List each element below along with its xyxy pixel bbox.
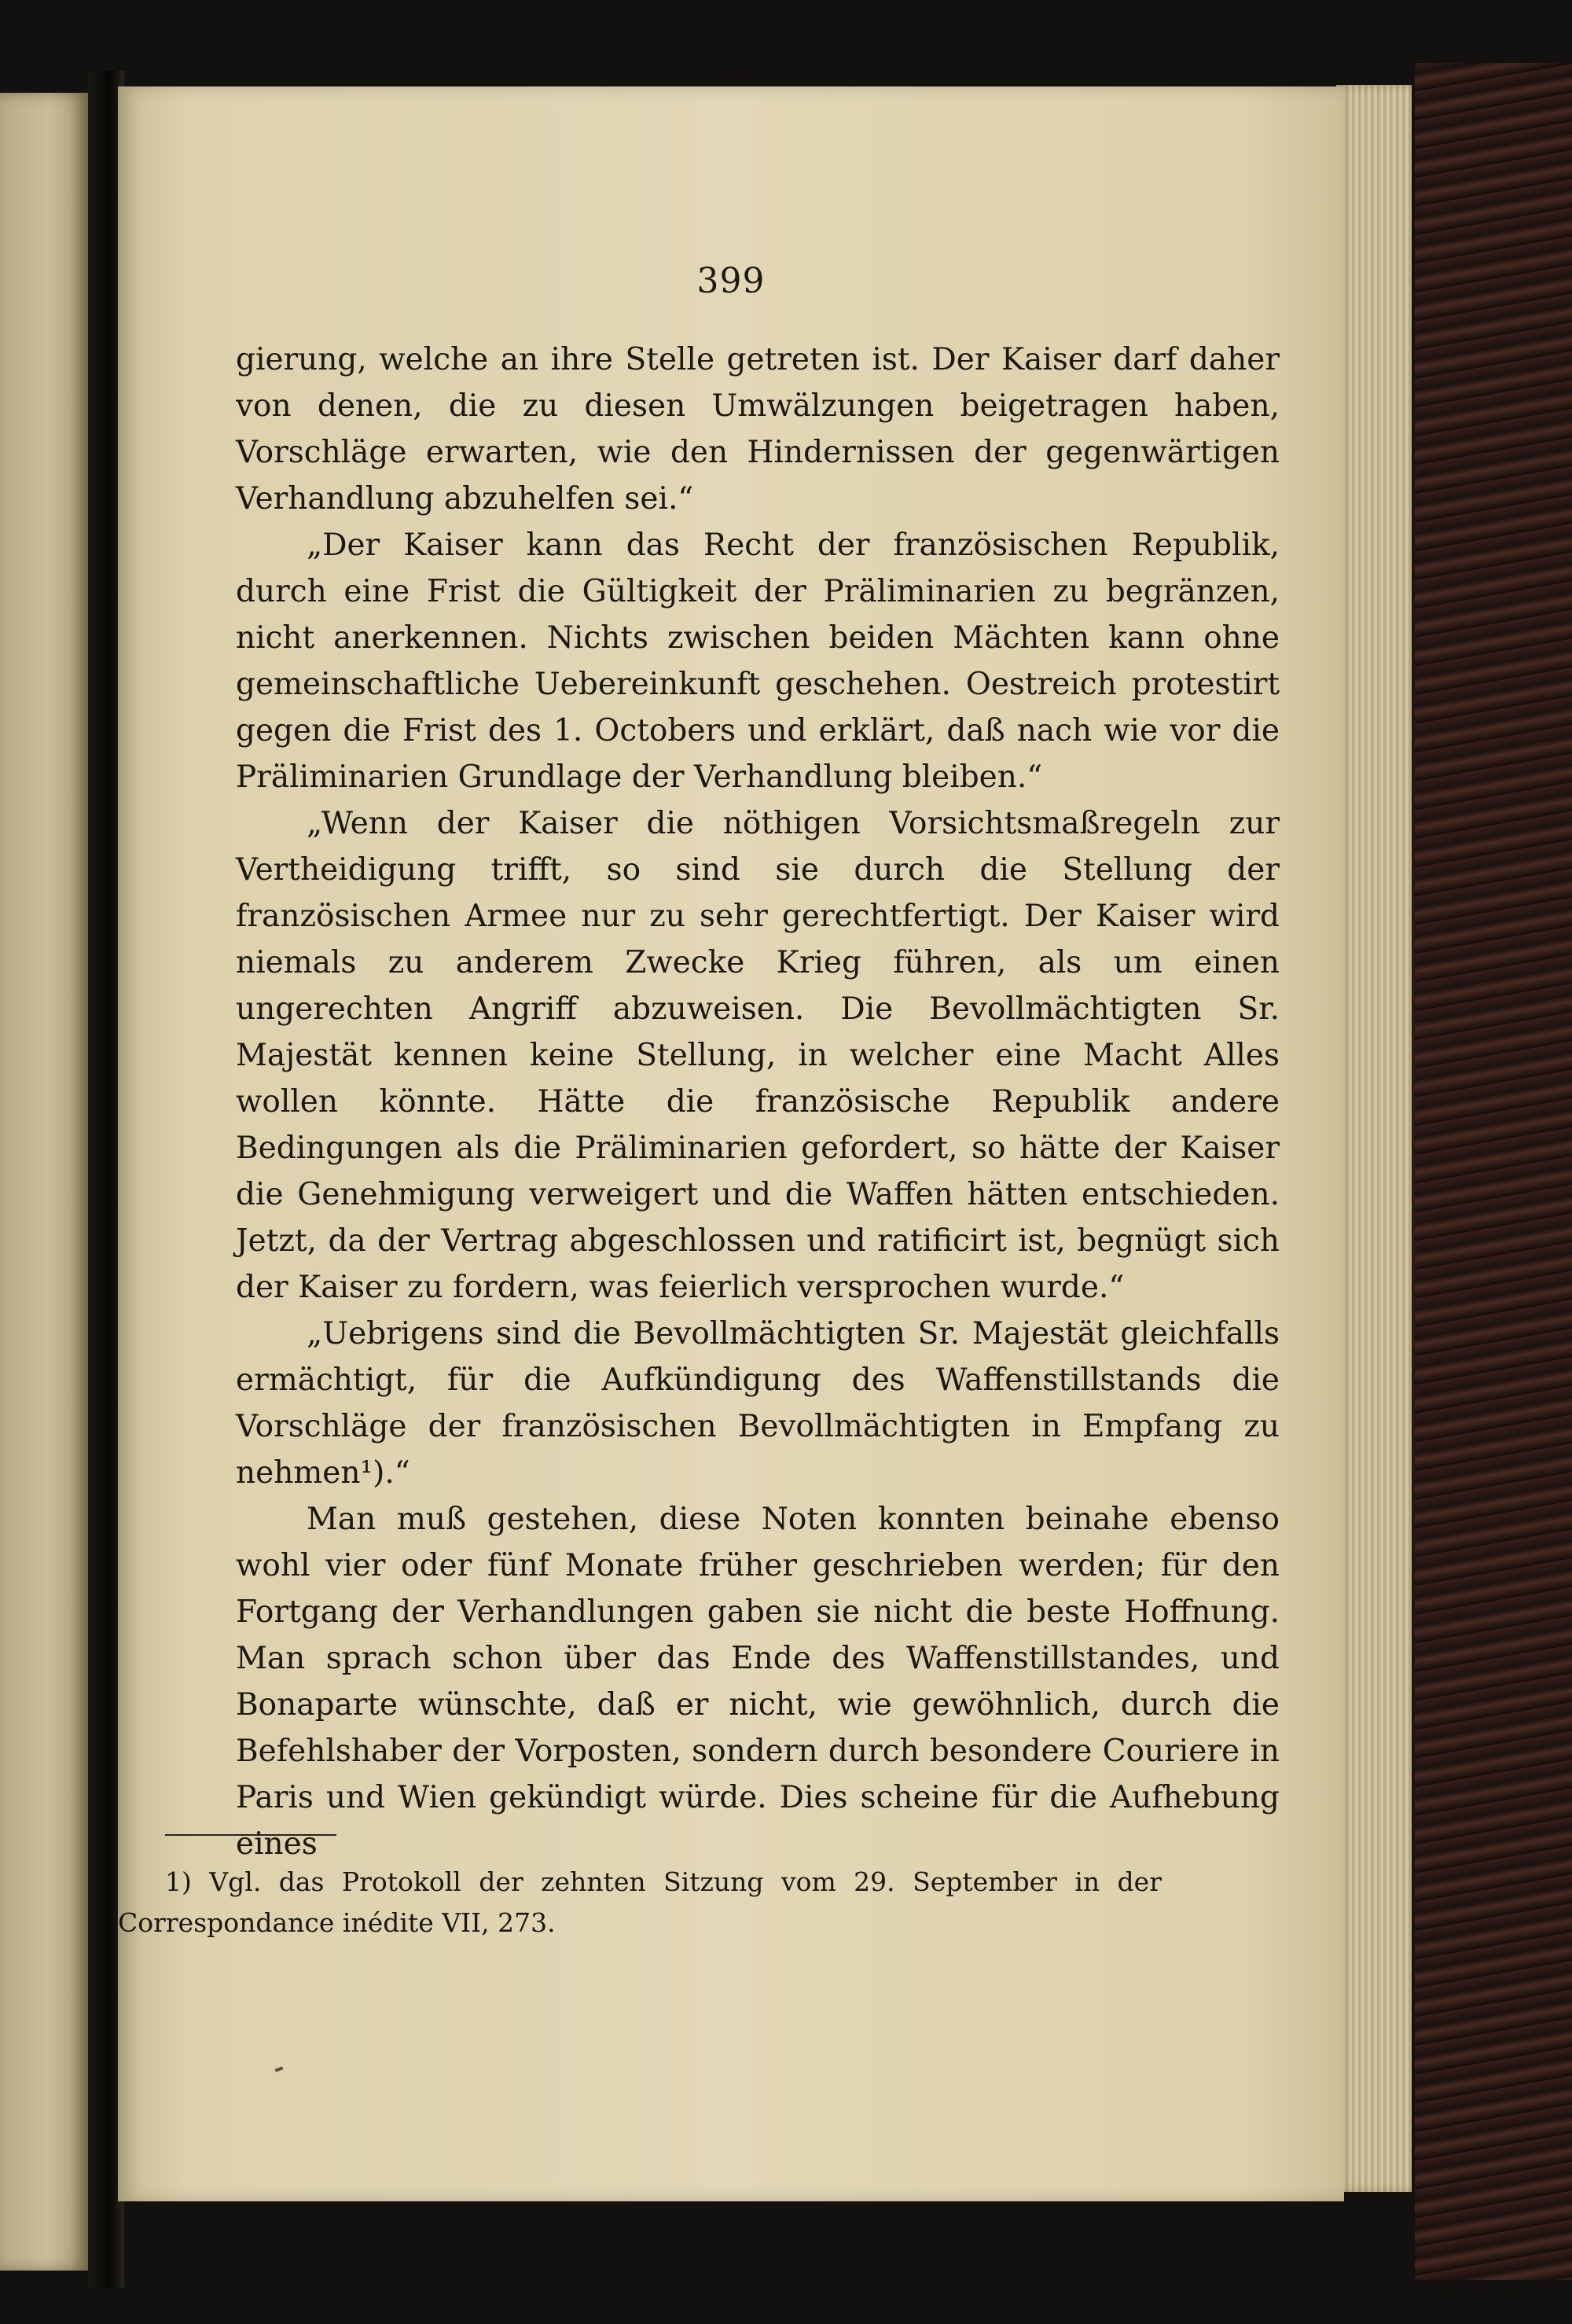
paragraph-5: Man muß gestehen, diese Noten konnten beinahe ebenso wohl vier oder fünf Monate früher geschrieben werden; für den Fortgang der Verhandlungen gaben sie nicht die beste Hoffnung. Man sprach schon über das Ende des Waffenstillstandes, und Bonaparte wünschte, daß er nicht, wie gewöhnlich, durch die Befehlshaber der Vorposten, sondern durch besondere Couriere in Paris und Wien gekündigt würde. Dies scheine für die Aufhebung eines	[236, 1502, 1280, 1862]
paragraph-1: gierung, welche an ihre Stelle getreten ist. Der Kaiser darf daher von denen, die zu diesen Umwälzungen beigetragen haben, Vorschläge erwarten, wie den Hindernissen der gegenwärtigen Verhandlung abzuhelfen sei.“	[236, 342, 1280, 517]
footnote-1: 1) Vgl. das Protokoll der zehnten Sitzung vom 29. September in der Correspondance inédite VII, 273.	[118, 1866, 1162, 1938]
marbled-cover-edge	[1415, 63, 1572, 2280]
paragraph-3: „Wenn der Kaiser die nöthigen Vorsichtsmaßregeln zur Vertheidigung trifft, so sind sie durch die Stellung der französischen Armee nur zu sehr gerechtfertigt. Der Kaiser wird niemals zu anderem Zwecke Krieg führen, als um einen ungerechten Angriff abzuweisen. Die Bevollmächtigten Sr. Majestät kennen keine Stellung, in welcher eine Macht Alles wollen könnte. Hätte die französische Republik andere Bedingungen als die Präliminarien gefordert, so hätte der Kaiser die Genehmigung verweigert und die Waffen hätten entschieden. Jetzt, da der Vertrag abgeschlossen und ratificirt ist, begnügt sich der Kaiser zu fordern, was feierlich versprochen wurde.“	[236, 806, 1280, 1305]
paragraph-4: „Uebrigens sind die Bevollmächtigten Sr. Majestät gleichfalls ermächtigt, für die Aufkündigung des Waffenstillstands die Vorschläge der französischen Bevollmächtigten in Empfang zu nehmen¹).“	[236, 1316, 1280, 1491]
footnotes	[118, 1862, 1162, 1943]
body-text	[236, 336, 1280, 1867]
page-stack-edge	[1336, 85, 1412, 2192]
footnote-divider	[165, 1834, 336, 1836]
paragraph-2: „Der Kaiser kann das Recht der französischen Republik, durch eine Frist die Gültigkeit der Präliminarien zu begränzen, nicht anerkennen. Nichts zwischen beiden Mächten kann ohne gemeinschaftliche Uebereinkunft geschehen. Oestreich protestirt gegen die Frist des 1. Octobers und erklärt, daß nach wie vor die Präliminarien Grundlage der Verhandlung bleiben.“	[236, 528, 1280, 795]
previous-page-edge	[0, 93, 88, 2271]
page-number: 399	[696, 261, 766, 301]
